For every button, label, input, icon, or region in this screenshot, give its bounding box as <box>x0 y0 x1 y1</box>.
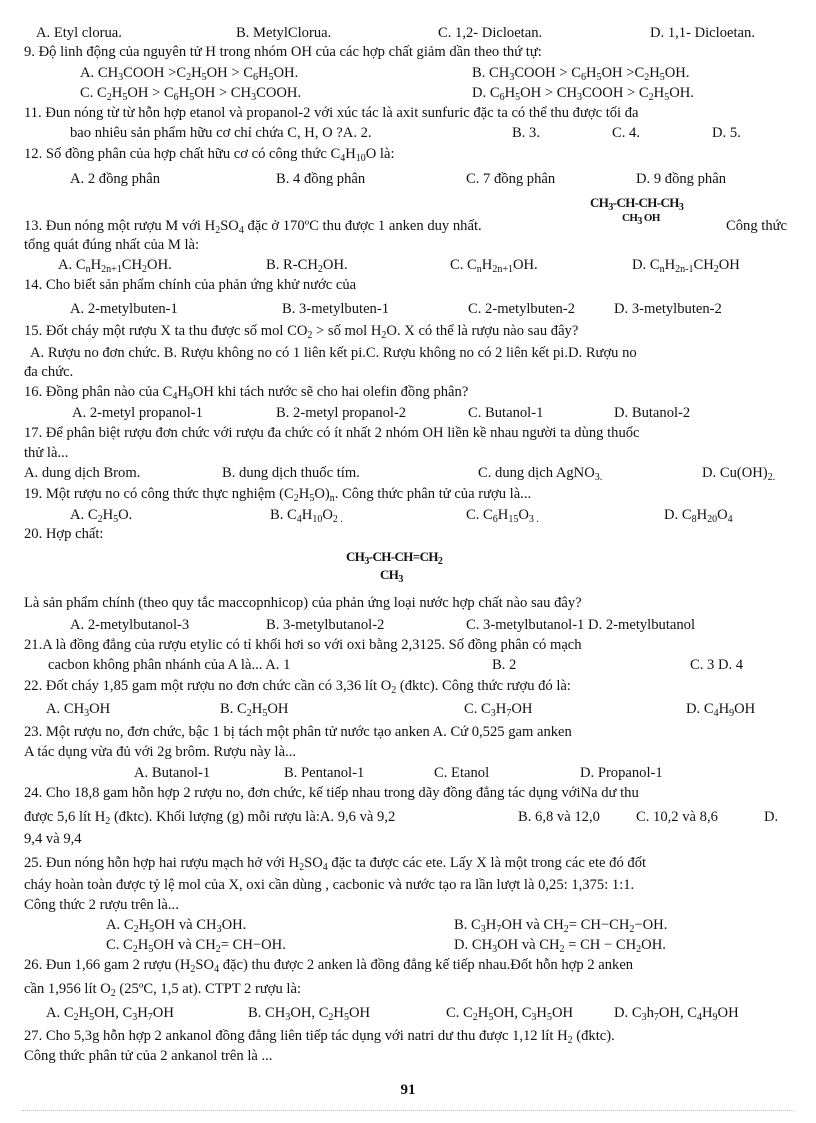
q9-option-d: D. $C_6H_5OH$ > $CH_3COOH > C_2H_5OH$. <box>472 85 694 103</box>
q26-stem-2: cần 1,956 lít $O_2$ (25ºC, 1,5 at). CTPT 2 rượu là: <box>24 981 302 999</box>
q13-cong-thuc: Công thức <box>726 218 788 234</box>
q11-stem-2: bao nhiêu sản phẩm hữu cơ chỉ chứa C, H, O ?A. 2. <box>70 125 372 141</box>
q22-option-c: C. $C_3H_7OH$ <box>464 701 533 719</box>
q16-option-a: A. 2-metyl propanol-1 <box>72 405 203 421</box>
q11-option-c: C. 4. <box>612 125 640 141</box>
q9-stem: 9. Độ linh động của nguyên tử H trong nhóm OH của các hợp chất giảm dần theo thứ tự: <box>24 44 542 60</box>
q25-option-c: C. $C_2H_5OH$ và $CH_2= CH-OH$. <box>106 937 286 955</box>
q13-stem: 13. Đun nóng một rượu M với $H_2SO_4$ đặc ở 170ºC thu được 1 anken duy nhất. <box>24 218 482 236</box>
q26-option-d: D. $C_3h_7OH$, $C_4H_9OH$ <box>614 1005 739 1023</box>
q24-option-d-value: 9,4 và 9,4 <box>24 831 82 847</box>
q25-option-a: A. $C_2H_5OH$ và $CH_3OH$. <box>106 917 247 935</box>
q17-stem-2: thử là... <box>24 445 69 461</box>
q14-option-c: C. 2-metylbuten-2 <box>468 301 576 317</box>
q17-option-a: A. dung dịch Brom. <box>24 465 141 481</box>
q19-option-c: C. $C_6H_{15}O_{3 .}$ <box>466 507 539 525</box>
q19-option-d: D. $C_8H_{20}O_4$ <box>664 507 733 525</box>
q19-option-b: B. $C_4H_{10}O_{2 .}$ <box>270 507 343 525</box>
q15-options-2: đa chức. <box>24 364 74 380</box>
q11-option-b: B. 3. <box>512 125 540 141</box>
q13-option-b: B. $R-CH_2OH$. <box>266 257 348 275</box>
q8-option-b: B. MetylClorua. <box>236 25 332 41</box>
q25-option-b: B. $C_3H_7OH$ và $CH_2= CH-CH_2-OH$. <box>454 917 668 935</box>
q8-option-d: D. 1,1- Dicloetan. <box>650 25 755 41</box>
q14-option-b: B. 3-metylbuten-1 <box>282 301 390 317</box>
q22-option-b: B. $C_2H_5OH$ <box>220 701 289 719</box>
q11-option-d: D. 5. <box>712 125 741 141</box>
q17-option-c: C. dung dịch AgNO$_{3.}$ <box>478 465 603 483</box>
q24-option-d: D. <box>764 809 779 825</box>
q23-option-b: B. Pentanol-1 <box>284 765 365 781</box>
q23-option-a: A. Butanol-1 <box>134 765 211 781</box>
q25-stem-1: 25. Đun nóng hỗn hợp hai rượu mạch hở với $H_2SO_4$ đặc ta được các ete. Lấy X là một trong các ete đó đốt <box>24 855 647 873</box>
page-number: 91 <box>400 1082 416 1098</box>
q13-structure-substituents: $CH_3$ OH <box>622 212 660 227</box>
q25-stem-2: cháy hoàn toàn được tỷ lệ mol của X, oxi cần dùng , cacbonic và nước tạo ra lần lượt là 0,25: 1,375: 1:1. <box>24 877 635 893</box>
q14-stem: 14. Cho biết sản phẩm chính của phản ứng khử nước của <box>24 277 357 293</box>
q24-stem-2: được 5,6 lít $H_2$ (đktc). Khối lượng (g) mỗi rượu là:A. 9,6 và 9,2 <box>24 809 396 827</box>
q16-option-b: B. 2-metyl propanol-2 <box>276 405 407 421</box>
q12-stem: 12. Số đồng phân của hợp chất hữu cơ có công thức $C_4H_{10}O$ là: <box>24 146 395 164</box>
q21-stem-1: 21.A là đồng đẳng của rượu etylic có tỉ khối hơi so với oxi bằng 2,3125. Số đồng phân có mạch <box>24 637 582 653</box>
footer-divider <box>22 1110 794 1111</box>
q20-question: Là sản phẩm chính (theo quy tắc maccopnhicop) của phản ứng loại nước hợp chất nào sau đây? <box>24 595 582 611</box>
q9-option-b: B. $CH_3COOH > C_6H_5OH >C_2H_5OH$. <box>472 65 690 83</box>
q23-stem-1: 23. Một rượu no, đơn chức, bậc 1 bị tách một phân tử nước tạo anken A. Cứ 0,525 gam anken <box>24 724 572 740</box>
q17-stem-1: 17. Để phân biệt rượu đơn chức với rượu đa chức có ít nhất 2 nhóm OH liền kề nhau người ta dùng thuốc <box>24 425 640 441</box>
q20-stem: 20. Hợp chất: <box>24 526 104 542</box>
q16-stem: 16. Đồng phân nào của $C_4H_9OH$ khi tách nước sẽ cho hai olefin đồng phân? <box>24 384 469 402</box>
q12-option-a: A. 2 đồng phân <box>70 171 160 187</box>
q17-option-d: D. $Cu(OH)_{2.}$ <box>702 465 776 483</box>
q26-option-a: A. $C_2H_5OH$, $C_3H_7OH$ <box>46 1005 174 1023</box>
q27-stem-1: 27. Cho 5,3g hỗn hợp 2 ankanol đồng đẳng liên tiếp tác dụng với natri dư thu được 1,12 lít $H_2$ (đktc). <box>24 1028 615 1046</box>
q12-option-b: B. 4 đồng phân <box>276 171 366 187</box>
q11-stem-1: 11. Đun nóng từ từ hỗn hợp etanol và propanol-2 với xúc tác là axit sunfuric đặc ta có thể thu được tối đa <box>24 105 639 121</box>
q23-stem-2: A tác dụng vừa đủ với 2g brôm. Rượu này là... <box>24 744 297 760</box>
q16-option-d: D. Butanol-2 <box>614 405 691 421</box>
q12-option-c: C. 7 đồng phân <box>466 171 556 187</box>
q24-option-b: B. 6,8 và 12,0 <box>518 809 600 825</box>
q8-option-a: A. Etyl clorua. <box>36 25 122 41</box>
q14-option-d: D. 3-metylbuten-2 <box>614 301 722 317</box>
q19-stem: 19. Một rượu no có công thức thực nghiệm $(C_2H_5O)_n$. Công thức phân tử của rượu là... <box>24 486 532 504</box>
q25-stem-3: Công thức 2 rượu trên là... <box>24 897 179 913</box>
q26-stem-1: 26. Đun 1,66 gam 2 rượu ($H_2SO_4$ đặc) thu được 2 anken là đồng đẳng kế tiếp nhau.Đốt hỗn hợp 2 anken <box>24 957 634 975</box>
q20-structure-chain: $CH_3-CH-CH=CH_2$ <box>346 549 443 567</box>
q13-option-a: A. $C_nH_{2n+1}CH_2OH$. <box>58 257 172 275</box>
q26-option-b: B. $CH_3OH$, $C_2H_5OH$ <box>248 1005 371 1023</box>
q22-option-a: A. $CH_3OH$ <box>46 701 111 719</box>
q15-stem: 15. Đốt cháy một rượu X ta thu được số mol $CO_2$ > số mol $H_2O$. X có thể là rượu nào sau đây? <box>24 323 579 341</box>
q19-option-a: A. $C_2H_5O$. <box>70 507 133 525</box>
q16-option-c: C. Butanol-1 <box>468 405 544 421</box>
q15-options: A. Rượu no đơn chức. B. Rượu không no có 1 liên kết pi.C. Rượu không no có 2 liên kết pi.D. Rượu no <box>30 345 637 361</box>
q26-option-c: C. $C_2H_5OH$, $C_3H_5OH$ <box>446 1005 574 1023</box>
q20-option-b: B. 3-metylbutanol-2 <box>266 617 385 633</box>
q12-option-d: D. 9 đồng phân <box>636 171 726 187</box>
q27-stem-2: Công thức phân tử của 2 ankanol trên là ... <box>24 1048 273 1064</box>
q24-stem-1: 24. Cho 18,8 gam hỗn hợp 2 rượu no, đơn chức, kế tiếp nhau trong dãy đồng đẳng tác dụng vớiNa dư thu <box>24 785 639 801</box>
q13-structure-chain: $CH_3-CH-CH-CH_3$ <box>590 195 684 213</box>
q13-option-c: C. $C_nH_{2n+1}OH$. <box>450 257 538 275</box>
q13-stem-2: tổng quát đúng nhất của M là: <box>24 237 200 253</box>
q21-option-b: B. 2 <box>492 657 517 673</box>
q23-option-d: D. Propanol-1 <box>580 765 663 781</box>
q9-option-c: C. $C_2H_5OH > C_6H_5OH$ > $CH_3COOH$. <box>80 85 302 103</box>
q17-option-b: B. dung dịch thuốc tím. <box>222 465 360 481</box>
q23-option-c: C. Etanol <box>434 765 490 781</box>
q9-option-a: A. $CH_3COOH >C_2H_5OH > C_6H_5OH$. <box>80 65 299 83</box>
q22-stem: 22. Đốt cháy 1,85 gam một rượu no đơn chức cần có 3,36 lít $O_2$ (đktc). Công thức rượu đó là: <box>24 678 571 696</box>
q8-option-c: C. 1,2- Dicloetan. <box>438 25 543 41</box>
q24-option-c: C. 10,2 và 8,6 <box>636 809 718 825</box>
q20-structure-substituent: $CH_3$ <box>380 567 403 585</box>
q14-option-a: A. 2-metylbuten-1 <box>70 301 178 317</box>
q21-option-c-d: C. 3 D. 4 <box>690 657 744 673</box>
q20-option-c: C. 3-metylbutanol-1 D. 2-metylbutanol <box>466 617 696 633</box>
q25-option-d: D. $CH_3OH$ và $CH_2$ = CH − $CH_2OH$. <box>454 937 666 955</box>
q20-option-a: A. 2-metylbutanol-3 <box>70 617 190 633</box>
q22-option-d: D. $C_4H_9OH$ <box>686 701 756 719</box>
q21-stem-2: cacbon không phân nhánh của A là... A. 1 <box>48 657 291 673</box>
q13-option-d: D. $C_nH_{2n-1}CH_2OH$ <box>632 257 740 275</box>
